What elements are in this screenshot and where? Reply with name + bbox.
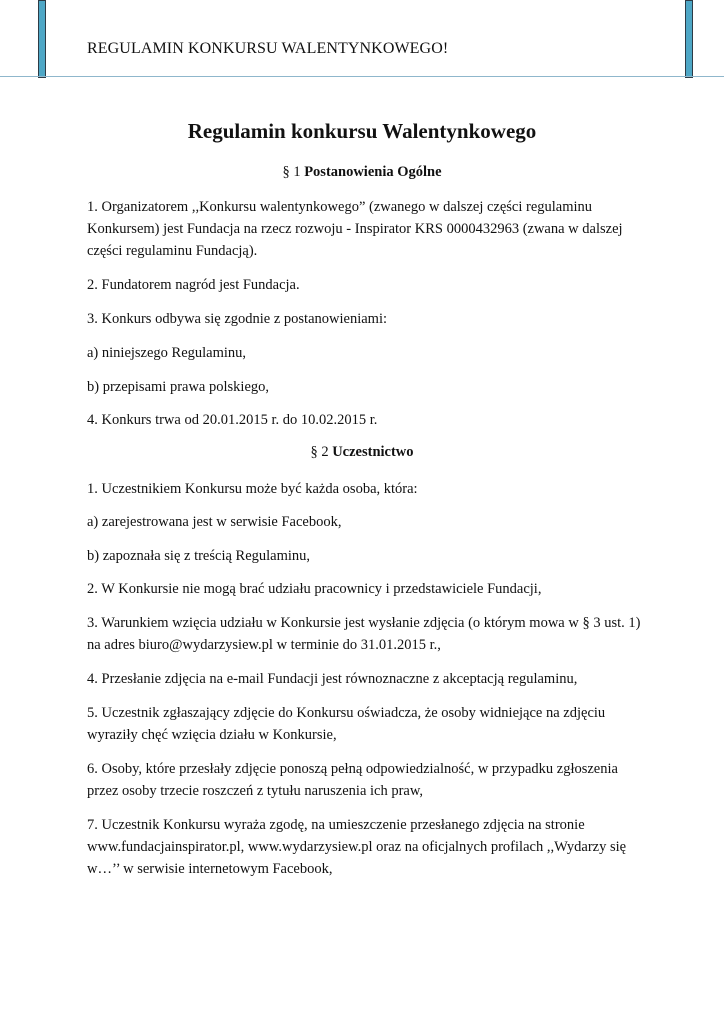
section-1-heading	[0, 164, 724, 181]
section-2-paragraph-2: a) zarejestrowana jest w serwisie Facebook,	[87, 514, 342, 530]
header-left-bar	[38, 0, 46, 78]
header-title: REGULAMIN KONKURSU WALENTYNKOWEGO!	[87, 40, 449, 57]
section-2-paragraph-7: 5. Uczestnik zgłaszający zdjęcie do Konkursu oświadcza, że osoby widniejące na zdjęciu wyraziły chęć wzięcia działu w Konkursie,	[87, 705, 606, 743]
section-2-paragraph-5: 3. Warunkiem wzięcia udziału w Konkursie jest wysłanie zdjęcia (o którym mowa w § 3 ust. 1) na adres biuro@wydarzysiew.pl w terminie do 31.01.2015 r.,	[87, 615, 641, 653]
section-1-paragraph-1: 1. Organizatorem ,,Konkursu walentynkowego” (zwanego w dalszej części regulaminu Konkursem) jest Fundacja na rzecz rozwoju - Inspirator KRS 0000432963 (zwana w dalszej części regulaminu Fundacją).	[87, 199, 623, 259]
section-2-paragraph-3: b) zapoznała się z treścią Regulaminu,	[87, 548, 311, 564]
section-2-paragraph-1: 1. Uczestnikiem Konkursu może być każda osoba, która:	[87, 481, 418, 497]
section-2-paragraph-8: 6. Osoby, które przesłały zdjęcie ponoszą pełną odpowiedzialność, w przypadku zgłoszenia przez osoby trzecie roszczeń z tytułu naruszenia ich praw,	[87, 761, 618, 799]
section-2-paragraph-4: 2. W Konkursie nie mogą brać udziału pracownicy i przedstawiciele Fundacji,	[87, 581, 542, 597]
section-2-title: Uczestnictwo	[332, 444, 414, 460]
section-1-paragraph-3: 3. Konkurs odbywa się zgodnie z postanowieniami:	[87, 311, 388, 327]
header-divider	[0, 76, 724, 77]
section-1-paragraph-4: a) niniejszego Regulaminu,	[87, 345, 247, 361]
section-1-symbol: § 1	[282, 164, 301, 180]
section-1-paragraph-2: 2. Fundatorem nagród jest Fundacja.	[87, 277, 300, 293]
section-2-paragraph-9: 7. Uczestnik Konkursu wyraża zgodę, na umieszczenie przesłanego zdjęcia na stronie www.fundacjainspirator.pl, www.wydarzysiew.pl oraz na oficjalnych profilach ,,Wydarzy się w…’’ w serwisie internetowym Facebook,	[87, 817, 627, 877]
section-2-paragraph-6: 4. Przesłanie zdjęcia na e-mail Fundacji jest równoznaczne z akceptacją regulaminu,	[87, 671, 578, 687]
document-title: Regulamin konkursu Walentynkowego	[187, 119, 537, 143]
header-right-bar	[685, 0, 693, 78]
section-2-heading	[0, 444, 724, 461]
section-1-title: Postanowienia Ogólne	[304, 164, 442, 180]
section-2-symbol: § 2	[310, 444, 329, 460]
section-1-paragraph-5: b) przepisami prawa polskiego,	[87, 379, 270, 395]
section-1-paragraph-6: 4. Konkurs trwa od 20.01.2015 r. do 10.02.2015 r.	[87, 412, 378, 428]
